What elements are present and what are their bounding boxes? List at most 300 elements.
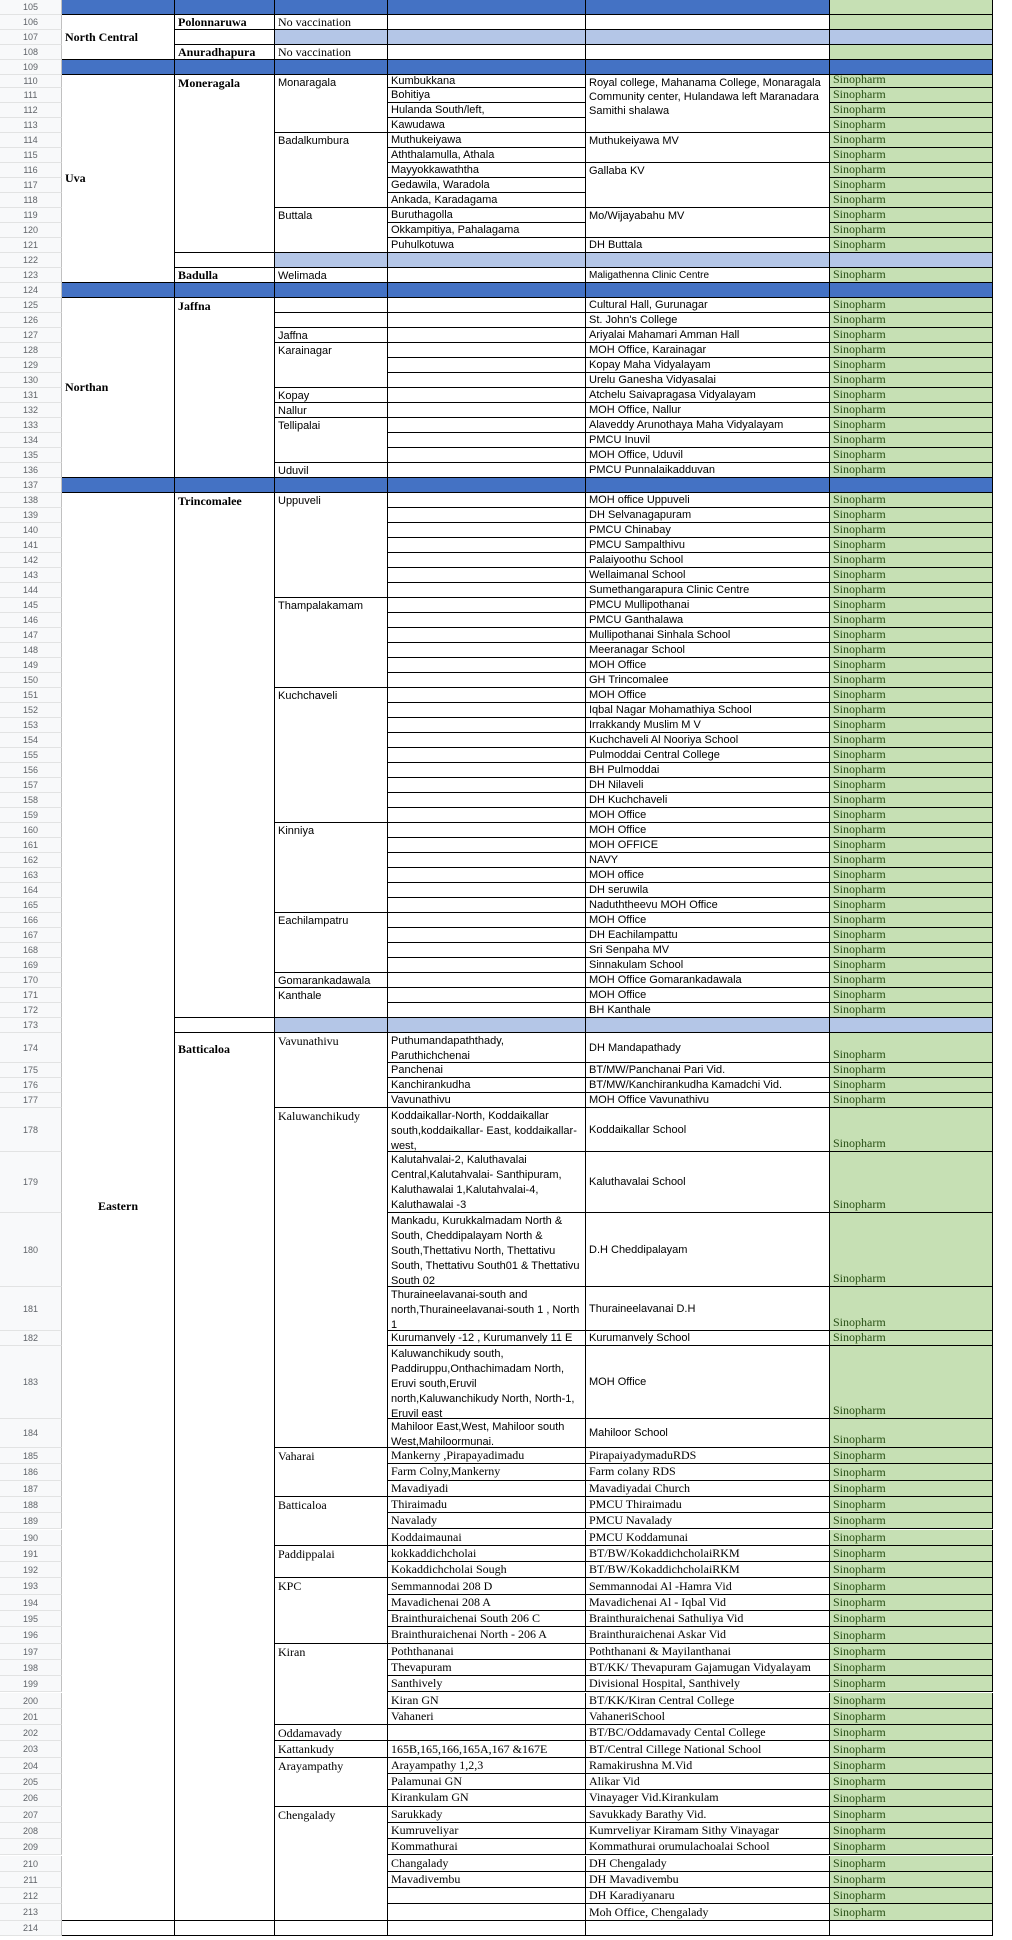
vaccination-centre-cell[interactable]: DH Eachilampattu xyxy=(586,928,830,943)
vaccine-cell[interactable]: Sinopharm xyxy=(830,883,993,898)
vaccination-centre-cell[interactable]: Kurumanvely School xyxy=(586,1331,830,1346)
row-number[interactable]: 175 xyxy=(0,1063,62,1078)
gn-area-cell[interactable]: Palamunai GN xyxy=(388,1774,586,1790)
row-number[interactable]: 171 xyxy=(0,988,62,1003)
row-number[interactable]: 129 xyxy=(0,358,62,373)
gn-area-cell[interactable] xyxy=(388,793,586,808)
row-number[interactable]: 138 xyxy=(0,493,62,508)
row-number[interactable]: 183 xyxy=(0,1346,62,1419)
gn-area-cell[interactable]: Mankerny ,Pirapayadimadu xyxy=(388,1448,586,1464)
row-number[interactable]: 188 xyxy=(0,1497,62,1513)
vaccination-centre-cell[interactable]: BH Kanthale xyxy=(586,1003,830,1018)
vaccination-centre-cell[interactable]: BT/BW/KokaddichcholaiRKM xyxy=(586,1562,830,1578)
gn-area-cell[interactable]: Farm Colny,Mankerny xyxy=(388,1464,586,1480)
vaccination-centre-cell[interactable]: MOH office Uppuveli xyxy=(586,493,830,508)
row-number[interactable]: 167 xyxy=(0,928,62,943)
vaccine-cell[interactable] xyxy=(830,45,993,60)
row-number[interactable]: 199 xyxy=(0,1676,62,1692)
gn-area-cell[interactable] xyxy=(388,433,586,448)
moh-area-cell[interactable]: Kanthale xyxy=(275,988,388,1018)
gn-area-cell[interactable]: Brainthuraichenai North - 206 A xyxy=(388,1627,586,1643)
district-cell[interactable] xyxy=(175,45,275,60)
row-number[interactable]: 200 xyxy=(0,1693,62,1709)
row-number[interactable]: 118 xyxy=(0,193,62,208)
gn-area-cell[interactable]: Semmannodai 208 D xyxy=(388,1578,586,1594)
vaccine-cell[interactable]: Sinopharm xyxy=(830,1627,993,1643)
row-number[interactable]: 135 xyxy=(0,448,62,463)
row-number[interactable]: 192 xyxy=(0,1562,62,1578)
gn-area-cell[interactable]: Navalady xyxy=(388,1513,586,1529)
vaccine-cell[interactable]: Sinopharm xyxy=(830,1481,993,1497)
vaccination-centre-cell[interactable]: DH seruwila xyxy=(586,883,830,898)
vaccination-centre-cell[interactable]: BT/Central Cillege National School xyxy=(586,1741,830,1757)
gn-area-cell[interactable]: Mavadiyadi xyxy=(388,1481,586,1497)
vaccination-centre-cell[interactable]: Wellaimanal School xyxy=(586,568,830,583)
vaccine-cell[interactable]: Sinopharm xyxy=(830,853,993,868)
gn-area-cell[interactable] xyxy=(388,598,586,613)
vaccine-cell[interactable]: Sinopharm xyxy=(830,1774,993,1790)
vaccination-centre-cell[interactable]: Divisional Hospital, Santhively xyxy=(586,1676,830,1692)
vaccine-cell[interactable]: Sinopharm xyxy=(830,808,993,823)
vaccine-cell[interactable]: Sinopharm xyxy=(830,223,993,238)
gn-area-cell[interactable] xyxy=(388,973,586,988)
row-number[interactable]: 156 xyxy=(0,763,62,778)
vaccine-cell[interactable]: Sinopharm xyxy=(830,1725,993,1741)
gn-area-cell[interactable] xyxy=(388,853,586,868)
row-number[interactable]: 134 xyxy=(0,433,62,448)
row-number[interactable]: 110 xyxy=(0,75,62,88)
vaccination-centre-cell[interactable]: Kuchchaveli Al Nooriya School xyxy=(586,733,830,748)
vaccine-cell[interactable]: Sinopharm xyxy=(830,523,993,538)
gn-area-cell[interactable]: Thuraineelavanai-south and north,Thuraineelavanai-south 1 , North 1 xyxy=(388,1287,586,1331)
moh-area-cell[interactable]: KPC xyxy=(275,1578,388,1643)
vaccination-centre-cell[interactable]: BT/KK/ Thevapuram Gajamugan Vidyalayam xyxy=(586,1660,830,1676)
vaccine-cell[interactable]: Sinopharm xyxy=(830,1562,993,1578)
gn-area-cell[interactable]: Aththalamulla, Athala xyxy=(388,148,586,163)
empty-cell[interactable] xyxy=(586,1921,830,1936)
vaccination-centre-cell[interactable]: Kopay Maha Vidyalayam xyxy=(586,358,830,373)
moh-area-cell[interactable]: Kinniya xyxy=(275,823,388,913)
moh-area-cell[interactable]: Thampalakamam xyxy=(275,598,388,688)
moh-area-cell[interactable] xyxy=(275,313,388,328)
vaccination-centre-cell[interactable]: Mo/Wijayabahu MV xyxy=(586,208,830,238)
moh-area-cell[interactable]: Chengalady xyxy=(275,1807,388,1921)
vaccine-cell[interactable]: Sinopharm xyxy=(830,1346,993,1419)
row-number[interactable]: 174 xyxy=(0,1033,62,1063)
row-number[interactable]: 176 xyxy=(0,1078,62,1093)
gn-area-cell[interactable]: Santhively xyxy=(388,1676,586,1692)
vaccine-cell[interactable]: Sinopharm xyxy=(830,358,993,373)
empty-cell[interactable] xyxy=(62,1921,175,1936)
row-number[interactable]: 189 xyxy=(0,1513,62,1529)
vaccination-centre-cell[interactable]: Meeranagar School xyxy=(586,643,830,658)
empty-cell[interactable] xyxy=(830,1921,993,1936)
district-cell[interactable] xyxy=(175,75,275,253)
gn-area-cell[interactable]: Kawudawa xyxy=(388,118,586,133)
gn-area-cell[interactable]: Kiran GN xyxy=(388,1693,586,1709)
row-number[interactable]: 122 xyxy=(0,253,62,268)
vaccination-centre-cell[interactable]: Alikar Vid xyxy=(586,1774,830,1790)
vaccination-centre-cell[interactable]: Sumethangarapura Clinic Centre xyxy=(586,583,830,598)
row-number[interactable]: 154 xyxy=(0,733,62,748)
vaccine-cell[interactable]: Sinopharm xyxy=(830,1448,993,1464)
vaccination-centre-cell[interactable]: Kumrveliyar Kiramam Sithy Vinayagar xyxy=(586,1823,830,1839)
gn-area-cell[interactable] xyxy=(388,658,586,673)
row-number[interactable]: 180 xyxy=(0,1213,62,1287)
district-cell[interactable] xyxy=(175,298,275,478)
row-number[interactable]: 114 xyxy=(0,133,62,148)
moh-area-cell[interactable]: Tellipalai xyxy=(275,418,388,463)
vaccination-centre-cell[interactable]: MOH Office xyxy=(586,688,830,703)
gn-area-cell[interactable] xyxy=(388,928,586,943)
row-number[interactable]: 108 xyxy=(0,45,62,60)
vaccination-centre-cell[interactable]: Brainthuraichenai Sathuliya Vid xyxy=(586,1611,830,1627)
row-number[interactable]: 119 xyxy=(0,208,62,223)
row-number[interactable]: 143 xyxy=(0,568,62,583)
vaccine-cell[interactable]: Sinopharm xyxy=(830,1419,993,1448)
vaccine-cell[interactable]: Sinopharm xyxy=(830,463,993,478)
moh-area-cell[interactable]: Kattankudy xyxy=(275,1741,388,1757)
gn-area-cell[interactable]: Hulanda South/left, xyxy=(388,103,586,118)
vaccination-centre-cell[interactable]: Farm colany RDS xyxy=(586,1464,830,1480)
row-number[interactable]: 185 xyxy=(0,1448,62,1464)
vaccination-centre-cell[interactable]: Ariyalai Mahamari Amman Hall xyxy=(586,328,830,343)
row-number[interactable]: 212 xyxy=(0,1888,62,1904)
moh-area-cell[interactable]: Monaragala xyxy=(275,75,388,133)
row-number[interactable]: 203 xyxy=(0,1741,62,1757)
vaccination-centre-cell[interactable]: MOH Office xyxy=(586,913,830,928)
vaccine-cell[interactable]: Sinopharm xyxy=(830,1709,993,1725)
gn-cell[interactable] xyxy=(388,15,586,30)
row-number[interactable]: 128 xyxy=(0,343,62,358)
vaccine-cell[interactable]: Sinopharm xyxy=(830,1888,993,1904)
vaccine-cell[interactable]: Sinopharm xyxy=(830,268,993,283)
empty-cell[interactable] xyxy=(388,1921,586,1936)
gn-area-cell[interactable] xyxy=(388,643,586,658)
vaccination-centre-cell[interactable]: MOH Office xyxy=(586,808,830,823)
vaccination-centre-cell[interactable]: MOH Office xyxy=(586,1346,830,1419)
vaccination-centre-cell[interactable]: Mavadichenai Al - Iqbal Vid xyxy=(586,1595,830,1611)
row-number[interactable]: 187 xyxy=(0,1481,62,1497)
vaccination-centre-cell[interactable]: MOH Office, Karainagar xyxy=(586,343,830,358)
row-number[interactable]: 213 xyxy=(0,1904,62,1920)
district-cell[interactable] xyxy=(175,1018,275,1033)
gn-area-cell[interactable]: Kokaddichcholai Sough xyxy=(388,1562,586,1578)
row-number[interactable]: 197 xyxy=(0,1644,62,1660)
gn-area-cell[interactable]: Mayyokkawaththa xyxy=(388,163,586,178)
vaccine-cell[interactable]: Sinopharm xyxy=(830,1033,993,1063)
gn-area-cell[interactable] xyxy=(388,448,586,463)
vaccination-centre-cell[interactable]: MOH Office, Uduvil xyxy=(586,448,830,463)
vaccine-cell[interactable]: Sinopharm xyxy=(830,568,993,583)
row-number[interactable]: 182 xyxy=(0,1331,62,1346)
vaccine-cell[interactable]: Sinopharm xyxy=(830,1530,993,1546)
vaccine-cell[interactable]: Sinopharm xyxy=(830,1513,993,1529)
gn-area-cell[interactable]: Panchenai xyxy=(388,1063,586,1078)
gn-area-cell[interactable]: Okkampitiya, Pahalagama xyxy=(388,223,586,238)
vaccination-centre-cell[interactable]: D.H Cheddipalayam xyxy=(586,1213,830,1287)
vaccination-centre-cell[interactable]: BT/MW/Kanchirankudha Kamadchi Vid. xyxy=(586,1078,830,1093)
gn-area-cell[interactable] xyxy=(388,988,586,1003)
row-number[interactable]: 164 xyxy=(0,883,62,898)
gn-area-cell[interactable] xyxy=(388,1888,586,1904)
vaccination-centre-cell[interactable]: MOH OFFICE xyxy=(586,838,830,853)
centre-cell[interactable] xyxy=(586,45,830,60)
row-number[interactable]: 170 xyxy=(0,973,62,988)
gn-area-cell[interactable] xyxy=(388,313,586,328)
vaccination-centre-cell[interactable]: Kaluthavalai School xyxy=(586,1152,830,1213)
row-number[interactable]: 132 xyxy=(0,403,62,418)
vaccination-centre-cell[interactable]: Irrakkandy Muslim M V xyxy=(586,718,830,733)
gn-area-cell[interactable]: Kirankulam GN xyxy=(388,1790,586,1806)
vaccine-cell[interactable]: Sinopharm xyxy=(830,1611,993,1627)
moh-area-cell[interactable]: Nallur xyxy=(275,403,388,418)
vaccine-cell[interactable]: Sinopharm xyxy=(830,493,993,508)
gn-area-cell[interactable]: Arayampathy 1,2,3 xyxy=(388,1758,586,1774)
district-cell[interactable] xyxy=(175,253,275,268)
row-number[interactable]: 178 xyxy=(0,1108,62,1152)
vaccination-centre-cell[interactable]: MOH Office Vavunathivu xyxy=(586,1093,830,1108)
province-cell[interactable]: Northan xyxy=(62,298,175,478)
row-number[interactable]: 141 xyxy=(0,538,62,553)
row-number[interactable]: 198 xyxy=(0,1660,62,1676)
empty-cell[interactable] xyxy=(175,1921,275,1936)
gn-area-cell[interactable]: Brainthuraichenai South 206 C xyxy=(388,1611,586,1627)
vaccine-cell[interactable]: Sinopharm xyxy=(830,1872,993,1888)
moh-area-cell[interactable]: Batticaloa xyxy=(275,1497,388,1546)
gn-area-cell[interactable]: Puhulkotuwa xyxy=(388,238,586,253)
row-number[interactable]: 107 xyxy=(0,30,62,45)
row-number[interactable]: 169 xyxy=(0,958,62,973)
row-number[interactable]: 105 xyxy=(0,0,62,15)
row-number[interactable]: 211 xyxy=(0,1872,62,1888)
vaccine-cell[interactable]: Sinopharm xyxy=(830,148,993,163)
vaccine-cell[interactable]: Sinopharm xyxy=(830,778,993,793)
vaccine-cell[interactable]: Sinopharm xyxy=(830,1003,993,1018)
row-number[interactable]: 142 xyxy=(0,553,62,568)
vaccine-cell[interactable]: Sinopharm xyxy=(830,898,993,913)
row-number[interactable]: 206 xyxy=(0,1790,62,1806)
district-cell[interactable] xyxy=(175,268,275,283)
vaccine-cell[interactable]: Sinopharm xyxy=(830,733,993,748)
vaccine-cell[interactable]: Sinopharm xyxy=(830,1063,993,1078)
vaccination-centre-cell[interactable]: NAVY xyxy=(586,853,830,868)
gn-area-cell[interactable] xyxy=(388,553,586,568)
vaccine-cell[interactable]: Sinopharm xyxy=(830,508,993,523)
row-number[interactable]: 195 xyxy=(0,1611,62,1627)
row-number[interactable]: 123 xyxy=(0,268,62,283)
row-number[interactable]: 177 xyxy=(0,1093,62,1108)
moh-area-cell[interactable]: Karainagar xyxy=(275,343,388,388)
row-number[interactable]: 140 xyxy=(0,523,62,538)
centre-cell[interactable] xyxy=(586,15,830,30)
vaccination-centre-cell[interactable]: PMCU Ganthalawa xyxy=(586,613,830,628)
vaccine-cell[interactable]: Sinopharm xyxy=(830,1287,993,1331)
gn-area-cell[interactable]: Kalutahvalai-2, Kaluthavalai Central,Kalutahvalai- Santhipuram, Kaluthawalai 1,Kalutahvalai-4, Kaluthawalai -3 xyxy=(388,1152,586,1213)
vaccination-centre-cell[interactable]: MOH Office xyxy=(586,823,830,838)
gn-area-cell[interactable]: Kommathurai xyxy=(388,1839,586,1855)
moh-area-cell[interactable]: Eachilampatru xyxy=(275,913,388,973)
gn-area-cell[interactable]: Kumruveliyar xyxy=(388,1823,586,1839)
gn-area-cell[interactable] xyxy=(388,268,586,283)
moh-area-cell[interactable]: Badalkumbura xyxy=(275,133,388,208)
vaccine-cell[interactable]: Sinopharm xyxy=(830,673,993,688)
row-number[interactable]: 149 xyxy=(0,658,62,673)
row-number[interactable]: 157 xyxy=(0,778,62,793)
vaccine-cell[interactable]: Sinopharm xyxy=(830,163,993,178)
gn-area-cell[interactable]: Kaluwanchikudy south, Paddiruppu,Onthachimadam North, Eruvi south,Eruvil north,Kaluwanchikudy North, North-1, Eruvil east xyxy=(388,1346,586,1419)
vaccine-cell[interactable]: Sinopharm xyxy=(830,868,993,883)
gn-area-cell[interactable] xyxy=(388,583,586,598)
row-number[interactable]: 214 xyxy=(0,1921,62,1936)
vaccine-cell[interactable]: Sinopharm xyxy=(830,1807,993,1823)
vaccination-centre-cell[interactable]: PMCU Thiraimadu xyxy=(586,1497,830,1513)
vaccination-centre-cell[interactable]: PMCU Mullipothanai xyxy=(586,598,830,613)
row-number[interactable]: 172 xyxy=(0,1003,62,1018)
vaccination-centre-cell[interactable]: Ramakirushna M.Vid xyxy=(586,1758,830,1774)
row-number[interactable]: 159 xyxy=(0,808,62,823)
vaccine-cell[interactable]: Sinopharm xyxy=(830,628,993,643)
vaccine-cell[interactable]: Sinopharm xyxy=(830,1497,993,1513)
vaccine-cell[interactable]: Sinopharm xyxy=(830,658,993,673)
gn-area-cell[interactable]: Kurumanvely -12 , Kurumanvely 11 E xyxy=(388,1331,586,1346)
vaccination-centre-cell[interactable]: DH Chengalady xyxy=(586,1856,830,1872)
row-number[interactable]: 120 xyxy=(0,223,62,238)
vaccination-centre-cell[interactable]: Palaiyoothu School xyxy=(586,553,830,568)
row-number[interactable]: 173 xyxy=(0,1018,62,1033)
province-cell[interactable]: North Central xyxy=(62,15,175,60)
vaccine-cell[interactable]: Sinopharm xyxy=(830,1758,993,1774)
gn-area-cell[interactable] xyxy=(388,493,586,508)
row-number[interactable]: 115 xyxy=(0,148,62,163)
vaccine-cell[interactable]: Sinopharm xyxy=(830,103,993,118)
vaccine-cell[interactable]: Sinopharm xyxy=(830,1578,993,1594)
gn-area-cell[interactable] xyxy=(388,343,586,358)
gn-area-cell[interactable] xyxy=(388,838,586,853)
vaccination-centre-cell[interactable]: DH Selvanagapuram xyxy=(586,508,830,523)
gn-area-cell[interactable]: Thiraimadu xyxy=(388,1497,586,1513)
vaccine-cell[interactable]: Sinopharm xyxy=(830,598,993,613)
vaccination-centre-cell[interactable]: DH Buttala xyxy=(586,238,830,253)
empty-cell[interactable] xyxy=(275,1921,388,1936)
vaccine-cell[interactable]: Sinopharm xyxy=(830,1693,993,1709)
vaccine-cell[interactable]: Sinopharm xyxy=(830,1546,993,1562)
row-number[interactable]: 133 xyxy=(0,418,62,433)
vaccine-cell[interactable]: Sinopharm xyxy=(830,1856,993,1872)
row-number[interactable]: 111 xyxy=(0,88,62,103)
gn-area-cell[interactable] xyxy=(388,523,586,538)
district-cell[interactable] xyxy=(175,30,275,45)
moh-area-cell[interactable]: Oddamavady xyxy=(275,1725,388,1741)
vaccination-centre-cell[interactable]: DH Karadiyanaru xyxy=(586,1888,830,1904)
row-number[interactable]: 109 xyxy=(0,60,62,75)
vaccine-cell[interactable]: Sinopharm xyxy=(830,388,993,403)
gn-area-cell[interactable] xyxy=(388,403,586,418)
vaccine-cell[interactable]: Sinopharm xyxy=(830,1741,993,1757)
vaccination-centre-cell[interactable]: MOH Office xyxy=(586,988,830,1003)
vaccination-centre-cell[interactable]: Atchelu Saivapragasa Vidyalayam xyxy=(586,388,830,403)
vaccine-cell[interactable]: Sinopharm xyxy=(830,688,993,703)
district-cell[interactable] xyxy=(175,15,275,30)
row-number[interactable]: 190 xyxy=(0,1530,62,1546)
gn-area-cell[interactable] xyxy=(388,703,586,718)
gn-area-cell[interactable] xyxy=(388,1003,586,1018)
vaccination-centre-cell[interactable]: BT/BW/KokaddichcholaiRKM xyxy=(586,1546,830,1562)
moh-area-cell[interactable]: Vaharai xyxy=(275,1448,388,1497)
vaccine-cell[interactable]: Sinopharm xyxy=(830,988,993,1003)
vaccination-centre-cell[interactable]: PMCU Navalady xyxy=(586,1513,830,1529)
moh-area-cell[interactable]: Uppuveli xyxy=(275,493,388,598)
moh-area-cell[interactable]: Welimada xyxy=(275,268,388,283)
vaccine-cell[interactable]: Sinopharm xyxy=(830,613,993,628)
vaccine-cell[interactable]: Sinopharm xyxy=(830,1078,993,1093)
row-number[interactable]: 207 xyxy=(0,1807,62,1823)
vaccine-cell[interactable]: Sinopharm xyxy=(830,178,993,193)
gn-area-cell[interactable] xyxy=(388,748,586,763)
gn-area-cell[interactable]: Changalady xyxy=(388,1856,586,1872)
vaccine-cell[interactable]: Sinopharm xyxy=(830,643,993,658)
gn-area-cell[interactable]: 165B,165,166,165A,167 &167E xyxy=(388,1741,586,1757)
gn-area-cell[interactable] xyxy=(388,943,586,958)
row-number[interactable]: 153 xyxy=(0,718,62,733)
vaccine-cell[interactable]: Sinopharm xyxy=(830,1790,993,1806)
row-number[interactable]: 125 xyxy=(0,298,62,313)
moh-area-cell[interactable]: Vavunathivu xyxy=(275,1033,388,1108)
moh-area-cell[interactable]: Kopay xyxy=(275,388,388,403)
row-number[interactable]: 150 xyxy=(0,673,62,688)
moh-area-cell[interactable]: Kiran xyxy=(275,1644,388,1726)
row-number[interactable]: 168 xyxy=(0,943,62,958)
vaccine-cell[interactable]: Sinopharm xyxy=(830,208,993,223)
vaccination-centre-cell[interactable]: VahaneriSchool xyxy=(586,1709,830,1725)
row-number[interactable]: 166 xyxy=(0,913,62,928)
vaccine-cell[interactable]: Sinopharm xyxy=(830,1152,993,1213)
moh-area-cell[interactable]: Kuchchaveli xyxy=(275,688,388,823)
row-number[interactable]: 131 xyxy=(0,388,62,403)
gn-area-cell[interactable]: Mavadichenai 208 A xyxy=(388,1595,586,1611)
gn-area-cell[interactable]: Poththananai xyxy=(388,1644,586,1660)
gn-area-cell[interactable] xyxy=(388,1725,586,1741)
vaccination-centre-cell[interactable]: MOH Office, Nallur xyxy=(586,403,830,418)
vaccine-cell[interactable]: Sinopharm xyxy=(830,583,993,598)
vaccine-cell[interactable]: Sinopharm xyxy=(830,313,993,328)
row-number[interactable]: 137 xyxy=(0,478,62,493)
gn-area-cell[interactable] xyxy=(388,823,586,838)
vaccination-centre-cell[interactable]: MOH office xyxy=(586,868,830,883)
row-number[interactable]: 163 xyxy=(0,868,62,883)
vaccination-centre-cell[interactable]: BT/MW/Panchanai Pari Vid. xyxy=(586,1063,830,1078)
district-cell[interactable] xyxy=(175,493,275,1018)
gn-area-cell[interactable] xyxy=(388,568,586,583)
vaccination-centre-cell[interactable]: MOH Office xyxy=(586,658,830,673)
vaccine-cell[interactable]: Sinopharm xyxy=(830,928,993,943)
row-number[interactable]: 204 xyxy=(0,1758,62,1774)
vaccine-cell[interactable]: Sinopharm xyxy=(830,118,993,133)
vaccination-centre-cell[interactable]: Cultural Hall, Gurunagar xyxy=(586,298,830,313)
row-number[interactable]: 191 xyxy=(0,1546,62,1562)
vaccine-cell[interactable]: Sinopharm xyxy=(830,448,993,463)
vaccination-centre-cell[interactable]: Royal college, Mahanama College, Monaragala Community center, Hulandawa left Maranadara Samithi shalawa xyxy=(586,75,830,133)
gn-area-cell[interactable] xyxy=(388,358,586,373)
vaccination-centre-cell[interactable]: Vinayager Vid.Kirankulam xyxy=(586,1790,830,1806)
row-number[interactable]: 148 xyxy=(0,643,62,658)
row-number[interactable]: 139 xyxy=(0,508,62,523)
vaccination-centre-cell[interactable]: Poththanani & Mayilanthanai xyxy=(586,1644,830,1660)
moh-area-cell[interactable]: Uduvil xyxy=(275,463,388,478)
vaccine-cell[interactable]: Sinopharm xyxy=(830,343,993,358)
vaccine-cell[interactable]: Sinopharm xyxy=(830,1676,993,1692)
vaccine-cell[interactable]: Sinopharm xyxy=(830,328,993,343)
